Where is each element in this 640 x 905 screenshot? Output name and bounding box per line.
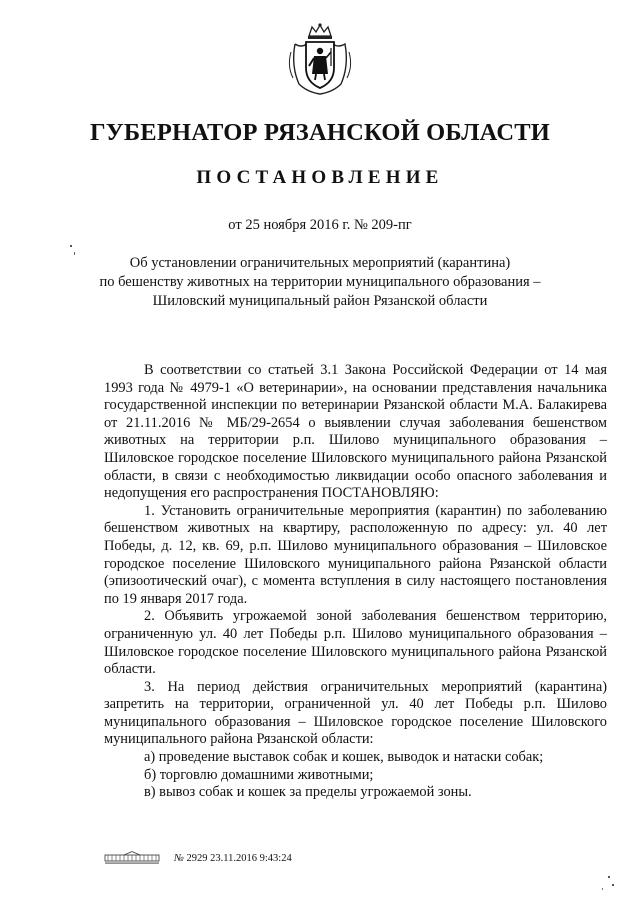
- scan-speck: [70, 245, 72, 247]
- scan-speck: [74, 252, 75, 255]
- registration-text: 2929 23.11.2016 9:43:24: [186, 852, 292, 864]
- document-body: [104, 362, 607, 802]
- authority-title: ГУБЕРНАТОР РЯЗАНСКОЙ ОБЛАСТИ: [89, 119, 551, 146]
- document-type: ПОСТАНОВЛЕНИЕ: [196, 167, 444, 188]
- subject-line: Шиловский муниципальный район Рязанской области: [152, 293, 488, 309]
- registration-footer: [104, 850, 292, 866]
- clause-3c: в) вывоз собак и кошек за пределы угрожаемой зоны.: [144, 784, 472, 801]
- registry-stamp-icon: [104, 851, 160, 865]
- subject-line: Об установлении ограничительных мероприятий (карантина): [129, 255, 511, 271]
- document-date-number: от 25 ноября 2016 г. № 209-пг: [228, 217, 412, 233]
- scan-speck: [608, 876, 610, 878]
- subject-line: по бешенству животных на территории муниципального образования –: [99, 274, 541, 290]
- scan-speck: [602, 888, 603, 890]
- scan-speck: [612, 884, 614, 886]
- document-subject: [80, 254, 560, 311]
- clause-2: 2. Объявить угрожаемой зоной заболевания бешенством территорию, ограниченную ул. 40 лет Победы р.п. Шилово муниципального образования – Шиловское городское поселение Шиловского муниципального района Рязанской области.: [104, 608, 607, 678]
- ryazan-coat-of-arms-icon: [283, 22, 357, 96]
- clause-3b: б) торговлю домашними животными;: [144, 766, 374, 783]
- number-sign: №: [174, 852, 184, 864]
- preamble-paragraph: В соответствии со статьей 3.1 Закона Российской Федерации от 14 мая 1993 года № 4979-1 «О ветеринарии», на основании представления начальника государственной инспекции по ветеринарии Рязанской области М.А. Балакирева от 21.11.2016 № МБ/29-2654 о выявлении случая заболевания бешенством животных на территории р.п. Шилово муниципального образования – Шиловское городское поселение Шиловского муниципального района Рязанской области, в связи с необходимостью ликвидации особо опасного заболевания и недопущения его распространения ПОСТАНОВЛЯЮ:: [104, 362, 607, 502]
- clause-1: 1. Установить ограничительные мероприятия (карантин) по заболеванию бешенством животных на квартиру, расположенную по адресу: ул. 40 лет Победы, д. 12, кв. 69, р.п. Шилово муниципального образования – Шиловское городское поселение Шиловского муниципального района Рязанской области (эпизоотический очаг), с момента вступления в силу настоящего постановления по 19 января 2017 года.: [104, 502, 607, 607]
- clause-3: 3. На период действия ограничительных мероприятий (карантина) запретить на территории, ограниченной ул. 40 лет Победы р.п. Шилово муниципального образования – Шиловское городское поселение Шиловского муниципального района Рязанской области:: [104, 678, 607, 748]
- registration-info: [174, 853, 292, 864]
- clause-3a: а) проведение выставок собак и кошек, выводок и натаски собак;: [144, 749, 544, 766]
